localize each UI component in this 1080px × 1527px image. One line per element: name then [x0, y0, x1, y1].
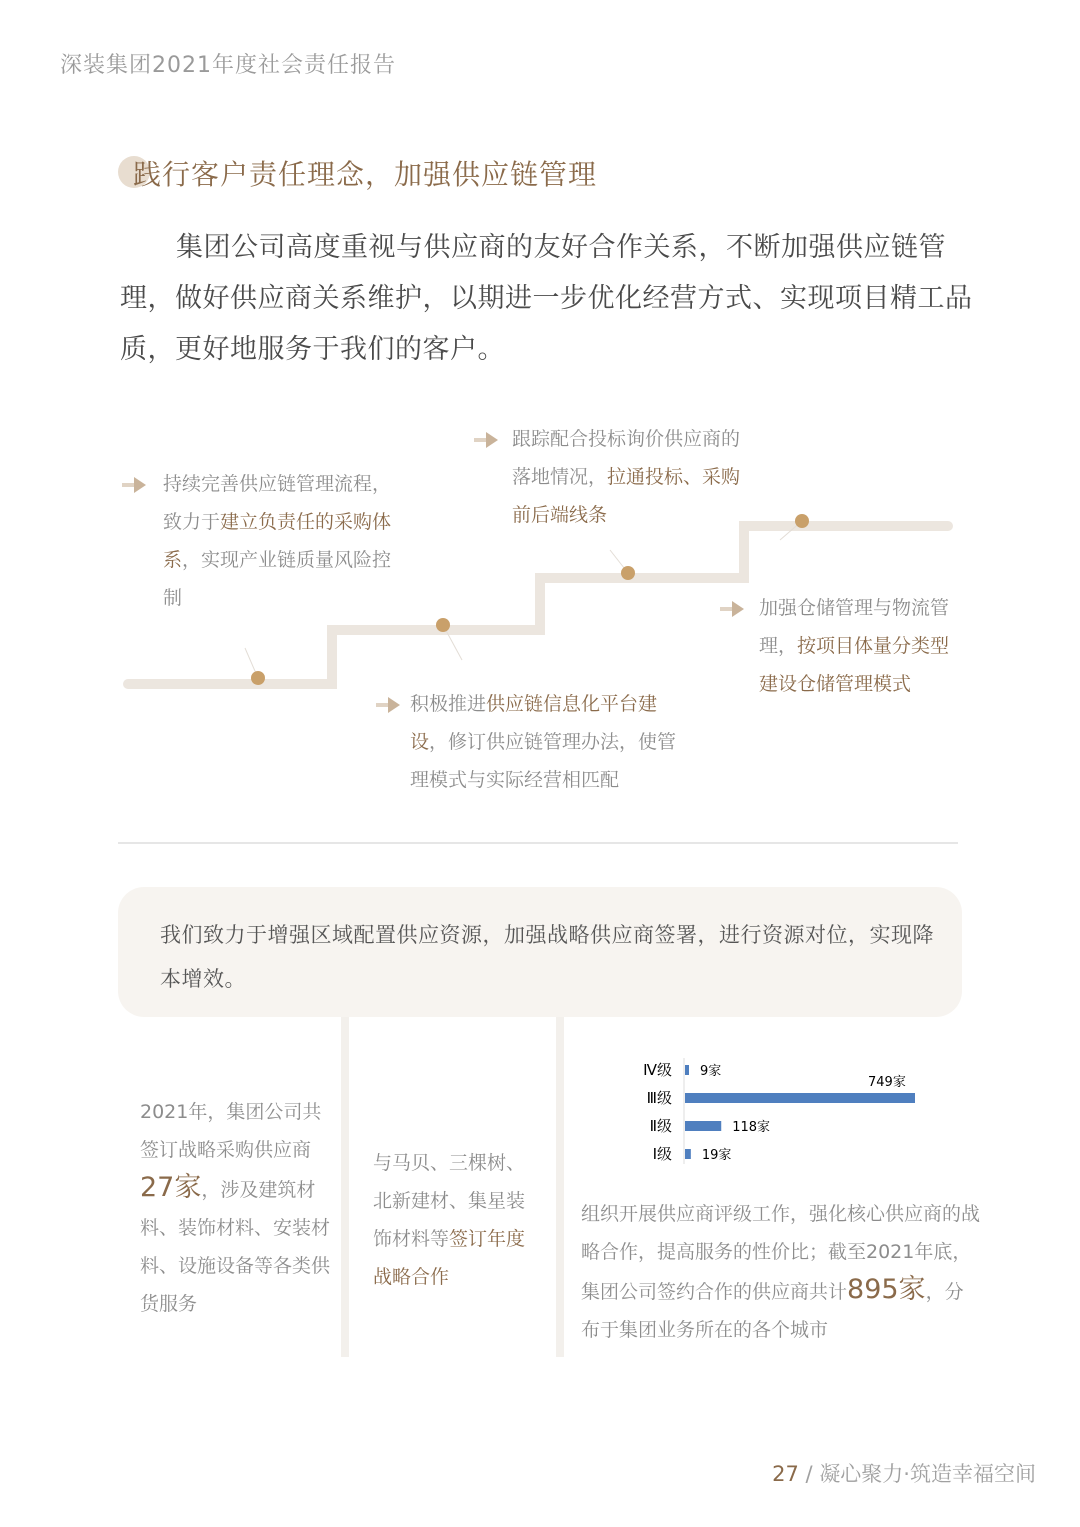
bar-value-label: 19家 — [701, 1148, 732, 1163]
step-3-text: 跟踪配合投标询价供应商的落地情况，拉通投标、采购前后端线条 — [512, 428, 741, 526]
column-1-text: 2021年，集团公司共签订战略采购供应商27家，涉及建筑材料、装饰材料、安装材料、设施设备等各类供货服务 — [140, 1101, 331, 1315]
step-dot-2 — [436, 618, 450, 632]
bar — [685, 1121, 721, 1131]
arrow-right-icon — [474, 431, 500, 449]
step-dot-1 — [251, 671, 265, 685]
step-4-text: 加强仓储管理与物流管理，按项目体量分类型建设仓储管理模式 — [759, 597, 950, 695]
bar-category-label: Ⅳ级 — [643, 1061, 672, 1079]
column-divider-2 — [556, 1017, 564, 1357]
column-divider-1 — [341, 1017, 349, 1357]
page-number: 27 — [772, 1462, 799, 1486]
callout-text: 我们致力于增强区域配置供应资源，加强战略供应商签署，进行资源对位，实现降本增效。 — [160, 923, 934, 991]
intro-paragraph: 集团公司高度重视与供应商的友好合作关系，不断加强供应链管理，做好供应商关系维护，以期进一步优化经营方式、实现项目精工品质，更好地服务于我们的客户。 — [120, 232, 973, 365]
report-header: 深装集团2021年度社会责任报告 — [60, 53, 396, 78]
step-dot-3 — [621, 566, 635, 580]
arrow-right-icon — [720, 600, 746, 618]
bar-category-label: Ⅲ级 — [646, 1089, 672, 1107]
bar-value-label: 749家 — [868, 1075, 906, 1090]
section-divider — [118, 842, 958, 844]
arrow-right-icon — [122, 476, 148, 494]
step-1-text: 持续完善供应链管理流程，致力于建立负责任的采购体系，实现产业链质量风险控制 — [163, 473, 392, 609]
bar-category-label: Ⅱ级 — [649, 1117, 672, 1135]
bar-category-label: Ⅰ级 — [652, 1145, 672, 1163]
footer-title: 凝心聚力·筑造幸福空间 — [819, 1462, 1036, 1486]
step-2-text: 积极推进供应链信息化平台建设，修订供应链管理办法，使管理模式与实际经营相匹配 — [410, 693, 677, 791]
bar — [685, 1149, 691, 1159]
bar — [685, 1065, 689, 1075]
arrow-right-icon — [376, 696, 402, 714]
section-title: 践行客户责任理念，加强供应链管理 — [133, 158, 598, 191]
step-dot-4 — [795, 514, 809, 528]
bar — [685, 1093, 915, 1103]
bar-value-label: 118家 — [732, 1120, 771, 1135]
column-2-text: 与马贝、三棵树、北新建材、集星装饰材料等签订年度战略合作 — [373, 1152, 526, 1288]
supplier-tier-chart — [580, 1052, 980, 1172]
column-3-text: 组织开展供应商评级工作，强化核心供应商的战略合作，提高服务的性价比；截至2021年底，集团公司签约合作的供应商共计895家，分布于集团业务所在的各个城市 — [581, 1203, 981, 1341]
page-footer: 27 / 凝心聚力·筑造幸福空间 — [772, 1462, 1036, 1486]
bar-value-label: 9家 — [700, 1064, 722, 1079]
